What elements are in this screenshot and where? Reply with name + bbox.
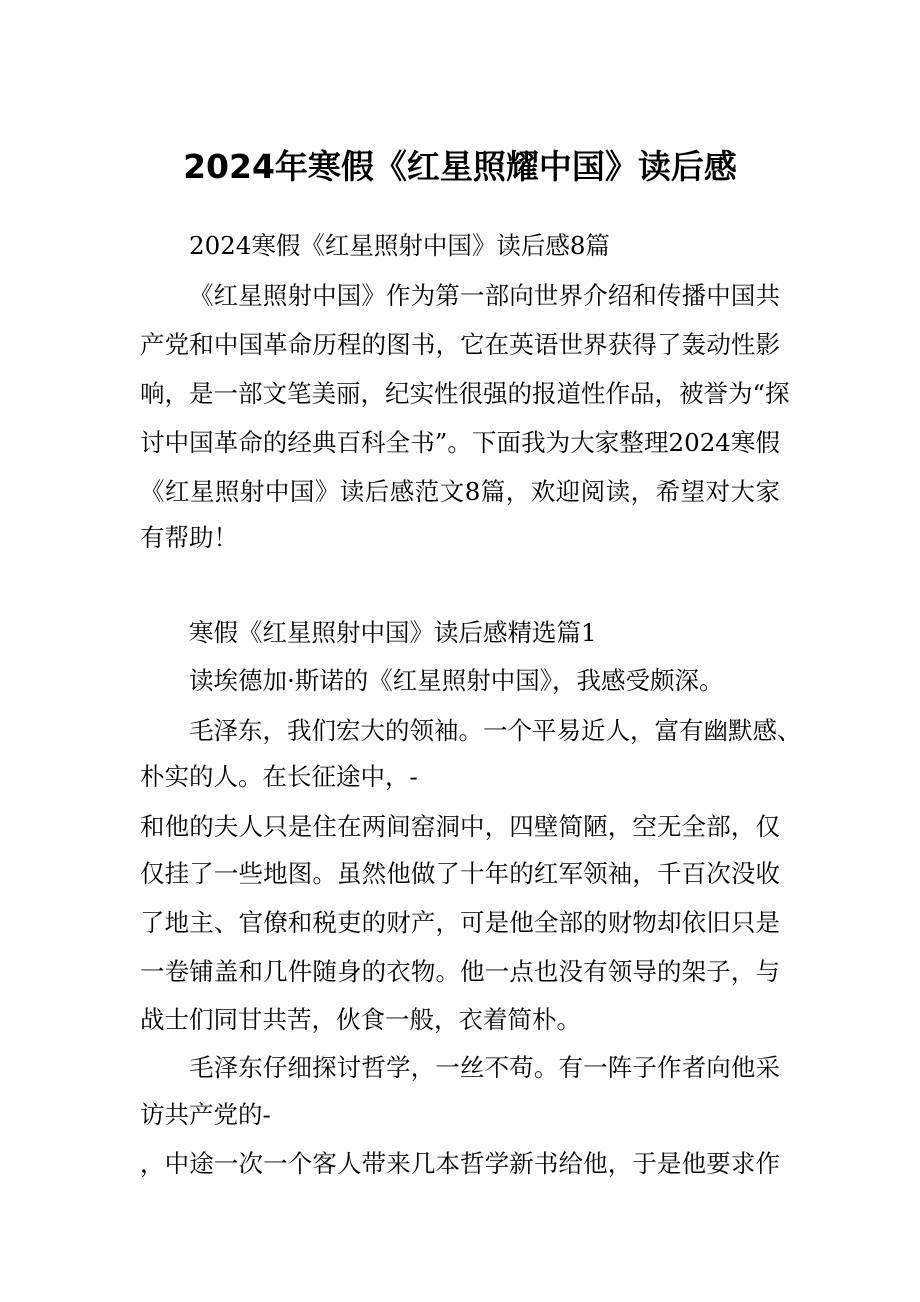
paragraph-line: 朴实的人。在长征途中，- <box>140 762 418 791</box>
paragraph-line: 有帮助！ <box>140 523 238 552</box>
paragraph-line: 访共产党的- <box>140 1100 271 1129</box>
paragraph-line: 毛泽东仔细探讨哲学，一丝不苟。有一阵子作者向他采 <box>189 1053 780 1082</box>
paragraph-line: 一卷铺盖和几件随身的衣物。他一点也没有领导的架子，与 <box>140 957 780 986</box>
paragraph-line: 产党和中国革命历程的图书，它在英语世界获得了轰动性影 <box>140 330 780 359</box>
section-heading: 寒假《红星照射中国》读后感精选篇1 <box>189 618 597 647</box>
paragraph-line: 战士们同甘共苦，伙食一般，衣着简朴。 <box>140 1005 581 1034</box>
paragraph-line: 读埃德加·斯诺的《红星照射中国》，我感受颇深。 <box>189 666 724 695</box>
document-title: 2024年寒假《红星照耀中国》读后感 <box>183 147 737 186</box>
paragraph-line: 毛泽东，我们宏大的领袖。一个平易近人，富有幽默感、 <box>189 716 802 745</box>
paragraph-line: 讨中国革命的经典百科全书”。下面我为大家整理2024寒假 <box>140 428 780 457</box>
paragraph-line: 《红星照射中国》读后感范文8篇，欢迎阅读，希望对大家 <box>140 477 780 506</box>
paragraph-line: 了地主、官僚和税吏的财产，可是他全部的财物却依旧只是 <box>140 908 780 937</box>
paragraph-line: ，中途一次一个客人带来几本哲学新书给他，于是他要求作 <box>140 1149 780 1178</box>
paragraph-line: 响，是一部文笔美丽，纪实性很强的报道性作品，被誉为“探 <box>140 379 790 408</box>
paragraph-line: 仅挂了一些地图。虽然他做了十年的红军领袖，千百次没收 <box>140 859 780 888</box>
subtitle-line: 2024寒假《红星照射中国》读后感8篇 <box>189 231 610 260</box>
paragraph-line: 和他的夫人只是住在两间窑洞中，四壁简陋，空无全部，仅 <box>140 812 780 841</box>
paragraph-line: 《红星照射中国》作为第一部向世界介绍和传播中国共 <box>189 281 780 310</box>
